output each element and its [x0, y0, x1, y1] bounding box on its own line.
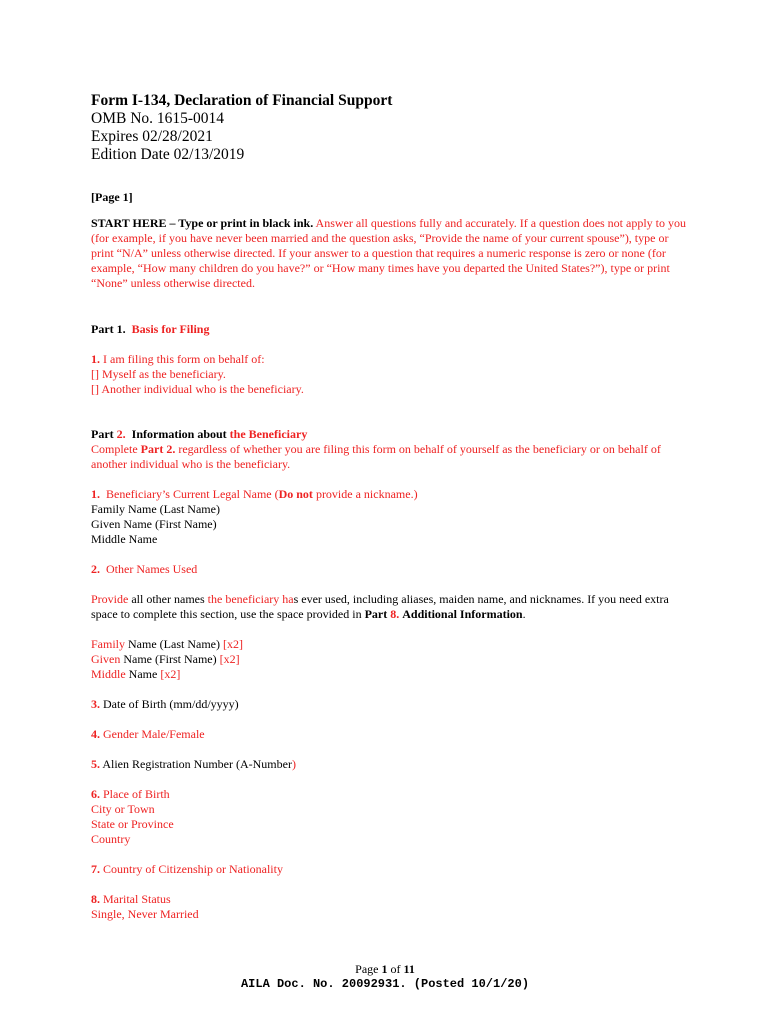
q8-title: Marital Status — [103, 892, 171, 906]
q2-family-a: Family — [91, 637, 126, 651]
q5-anumber — [91, 757, 691, 772]
q2-additional: Additional Information — [402, 607, 523, 621]
page-current: 1 — [381, 962, 388, 976]
q5-number: 5. — [91, 757, 100, 771]
q4-text: Gender Male/Female — [103, 727, 205, 741]
q6-city: City or Town — [91, 802, 155, 816]
omb-number: OMB No. 1615-0014 — [91, 110, 225, 127]
q1-given-name: Given Name (First Name) — [91, 517, 217, 531]
q2-family-x: [x2] — [222, 637, 243, 651]
page-number — [0, 962, 770, 977]
q3-dob — [91, 697, 691, 712]
q2-s: s — [293, 592, 299, 606]
page-of: of — [390, 962, 401, 976]
start-lead: START HERE – Type or print in black ink. — [91, 216, 314, 230]
page-word: Page — [355, 962, 379, 976]
part2-instr-rest: regardless of whether you are filing this form on behalf of yourself as the beneficiary or on behalf of another individual who is the beneficiary. — [91, 442, 661, 471]
q2-part: Part — [364, 607, 388, 621]
q2-middle-b: Name — [128, 667, 158, 681]
part2-instr-part: Part 2. — [140, 442, 176, 456]
part2-title-b: the Beneficiary — [229, 427, 308, 441]
q2-dot: . — [522, 607, 526, 621]
part1-title: Basis for Filing — [131, 322, 210, 336]
q7-text: Country of Citizenship or Nationality — [103, 862, 283, 876]
q4-gender — [91, 727, 691, 742]
q2-heading — [91, 562, 691, 577]
form-title: Form I-134, Declaration of Financial Support — [91, 92, 393, 109]
form-header — [91, 92, 691, 164]
start-text: Answer all questions fully and accurately. If a question does not apply to you (for example, if you have never been married and the question asks, “Provide the name of your current spouse”), type or print “N/A” unless otherwise directed. If your answer to a question that requires a numeric response is zero or none (for example, “How many children do you have?” or “How many times have you departed the United States?”), type or print “None” unless otherwise directed. — [91, 216, 687, 290]
q5-text: Alien Registration Number (A-Number — [102, 757, 292, 771]
part2-title-a: Information about — [131, 427, 227, 441]
q3-text: Date of Birth (mm/dd/yyyy) — [103, 697, 239, 711]
form-page — [91, 92, 691, 922]
q4-number: 4. — [91, 727, 100, 741]
q2-rest: ever used, including aliases, maiden name, and nicknames. If you need extra space to complete this section, use the space provided in — [91, 592, 669, 621]
part1-heading — [91, 322, 691, 337]
part2-instr-pre: Complete — [91, 442, 138, 456]
q8-number: 8. — [91, 892, 100, 906]
q1-text-b: provide a nickname.) — [315, 487, 418, 501]
q8-option: Single, Never Married — [91, 907, 199, 921]
part1-q1 — [91, 352, 691, 367]
q6-title: Place of Birth — [103, 787, 170, 801]
part2-heading — [91, 427, 691, 442]
q8-marital-status — [91, 892, 691, 907]
q2-number: 2. — [91, 562, 100, 576]
q6-country: Country — [91, 832, 131, 846]
part1-q1-number: 1. — [91, 352, 100, 366]
option-myself: [] Myself as the beneficiary. — [91, 367, 226, 381]
q6-place-of-birth — [91, 787, 691, 802]
edition-date: Edition Date 02/13/2019 — [91, 146, 245, 163]
q1-number: 1. — [91, 487, 100, 501]
q6-number: 6. — [91, 787, 100, 801]
q7-number: 7. — [91, 862, 100, 876]
q1-legal-name — [91, 487, 691, 502]
q2-given-b: Name (First Name) — [123, 652, 217, 666]
q3-number: 3. — [91, 697, 100, 711]
q2-part-num: 8. — [390, 607, 400, 621]
q5-close: ) — [291, 757, 296, 771]
q2-all: all other names — [131, 592, 205, 606]
expiration-date: Expires 02/28/2021 — [91, 128, 213, 145]
part2-number: 2. — [116, 427, 126, 441]
q6-state: State or Province — [91, 817, 174, 831]
option-another: [] Another individual who is the beneficiary. — [91, 382, 304, 396]
start-instructions — [91, 216, 691, 291]
q2-given-a: Given — [91, 652, 121, 666]
aila-doc-number: AILA Doc. No. 20092931. (Posted 10/1/20) — [240, 977, 530, 991]
q7-citizenship — [91, 862, 691, 877]
q1-do-not: Do not — [278, 487, 313, 501]
q2-given — [91, 652, 691, 667]
q2-middle-x: [x2] — [160, 667, 181, 681]
q1-middle-name: Middle Name — [91, 532, 158, 546]
part2-label: Part — [91, 427, 114, 441]
q2-instructions — [91, 592, 691, 622]
part2-instructions — [91, 442, 691, 472]
q1-text-a: Beneficiary’s Current Legal Name ( — [106, 487, 279, 501]
q2-middle — [91, 667, 691, 682]
part1-q1-text: I am filing this form on behalf of: — [103, 352, 265, 366]
q2-given-x: [x2] — [219, 652, 240, 666]
page-total: 11 — [403, 962, 415, 976]
q1-family-name: Family Name (Last Name) — [91, 502, 220, 516]
q2-benef: the beneficiary ha — [207, 592, 294, 606]
q2-provide: Provide — [91, 592, 129, 606]
q2-family-b: Name (Last Name) — [128, 637, 220, 651]
q2-family — [91, 637, 691, 652]
part1-label: Part 1. — [91, 322, 126, 336]
page-marker: [Page 1] — [91, 190, 133, 204]
q2-middle-a: Middle — [91, 667, 126, 681]
q2-title: Other Names Used — [106, 562, 198, 576]
